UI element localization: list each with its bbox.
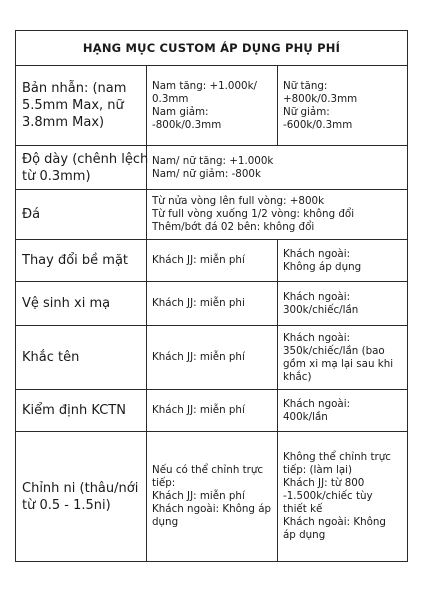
row-label [16,432,147,562]
row-label [16,282,147,326]
label-line: Khắc tên [22,350,80,365]
other-customer-cell [278,432,408,562]
jj-customer-cell [147,240,278,282]
label-line: 3.8mm Max) [22,115,105,130]
label-line: 5.5mm Max, nữ [22,98,124,113]
table-row-plating [16,282,408,326]
row-label [16,190,147,240]
cell-line: tiếp: (làm lại) [283,464,353,476]
label-line: Đá [22,207,41,222]
cell-line: gồm xi mạ lại sau khi [283,357,394,370]
cell-line: Nữ giảm: [283,105,330,118]
jj-customer-cell [147,66,278,146]
table-title: HẠNG MỤC CUSTOM ÁP DỤNG PHỤ PHÍ [16,31,408,66]
full-width-cell [147,190,408,240]
cell-line: Khách JJ: từ 800 [283,477,365,489]
row-label [16,146,147,190]
cell-line: Thêm/bớt đá 02 bên: không đổi [152,221,315,233]
jj-customer-cell [147,326,278,390]
cell-line: Khách ngoài: [283,331,351,344]
cell-line: +800k/0.3mm [283,92,358,105]
cell-line: -1.500k/chiếc tùy [283,490,373,502]
cell-line: Khách ngoài: [283,397,351,410]
label-line: Thay đổi bề mặt [22,253,129,268]
table-row-inspection [16,390,408,432]
cell-line: Nếu có thể chỉnh trực [152,464,264,476]
table-row-resize [16,432,408,562]
cell-line: -800k/0.3mm [152,118,222,131]
row-label [16,326,147,390]
surcharge-sheet [15,30,407,579]
label-line: từ 0.3mm) [22,168,91,184]
other-customer-cell [278,240,408,282]
label-line: Vệ sinh xi mạ [22,296,111,311]
table-row-thickness [16,146,408,190]
cell-line: Khách JJ: miễn phí [152,490,245,502]
cell-line: Nam tăng: +1.000k/ [152,79,258,92]
cell-line: Nữ tăng: [283,79,328,92]
cell-line: Không thể chỉnh trực [283,451,391,463]
surcharge-table [15,30,408,562]
cell-line: Nam/ nữ tăng: +1.000k [152,154,274,167]
cell-line: Từ nửa vòng lên full vòng: +800k [152,195,325,207]
cell-line: Khách ngoài: Không áp [152,503,272,515]
cell-line: tiếp: [152,477,176,489]
label-line: Độ dày (chênh lệch [22,151,149,167]
cell-line: 350k/chiếc/lần (bao [283,344,385,357]
cell-line: khắc) [283,370,312,383]
full-width-cell [147,146,408,190]
cell-line: Khách ngoài: [283,290,351,303]
table-row-engraving [16,326,408,390]
cell-line: 0.3mm [152,92,189,105]
cell-line: Khách JJ: miễn phí [152,351,245,363]
cell-line: Khách JJ: miễn phí [152,404,245,416]
other-customer-cell [278,390,408,432]
cell-line: Nam giảm: [152,105,209,118]
cell-line: 300k/chiếc/lần [283,303,359,316]
cell-line: dụng [152,516,179,528]
cell-line: -600k/0.3mm [283,118,353,131]
label-line: Bản nhẫn: (nam [22,81,127,96]
other-customer-cell [278,282,408,326]
table-row-ring-width [16,66,408,146]
cell-line: Khách JJ: miễn phi [152,297,245,309]
title-row [16,31,408,66]
jj-customer-cell [147,282,278,326]
row-label [16,66,147,146]
cell-line: Khách ngoài: [283,247,351,260]
row-label [16,390,147,432]
table-row-surface [16,240,408,282]
cell-line: Từ full vòng xuống 1/2 vòng: không đổi [152,208,355,220]
cell-line: Khách ngoài: Không [283,516,386,528]
jj-customer-cell [147,390,278,432]
label-line: Kiểm định KCTN [22,403,126,418]
cell-line: áp dụng [283,529,326,541]
row-label [16,240,147,282]
cell-line: 400k/lần [283,410,328,423]
other-customer-cell [278,326,408,390]
cell-line: Không áp dụng [283,260,362,273]
cell-line: Nam/ nữ giảm: -800k [152,167,261,180]
other-customer-cell [278,66,408,146]
jj-customer-cell [147,432,278,562]
cell-line: Khách JJ: miễn phí [152,254,245,266]
table-row-stone [16,190,408,240]
cell-line: thiết kế [283,503,323,515]
label-line: từ 0.5 - 1.5ni) [22,497,111,513]
label-line: Chỉnh ni (thâu/nới [22,480,139,496]
